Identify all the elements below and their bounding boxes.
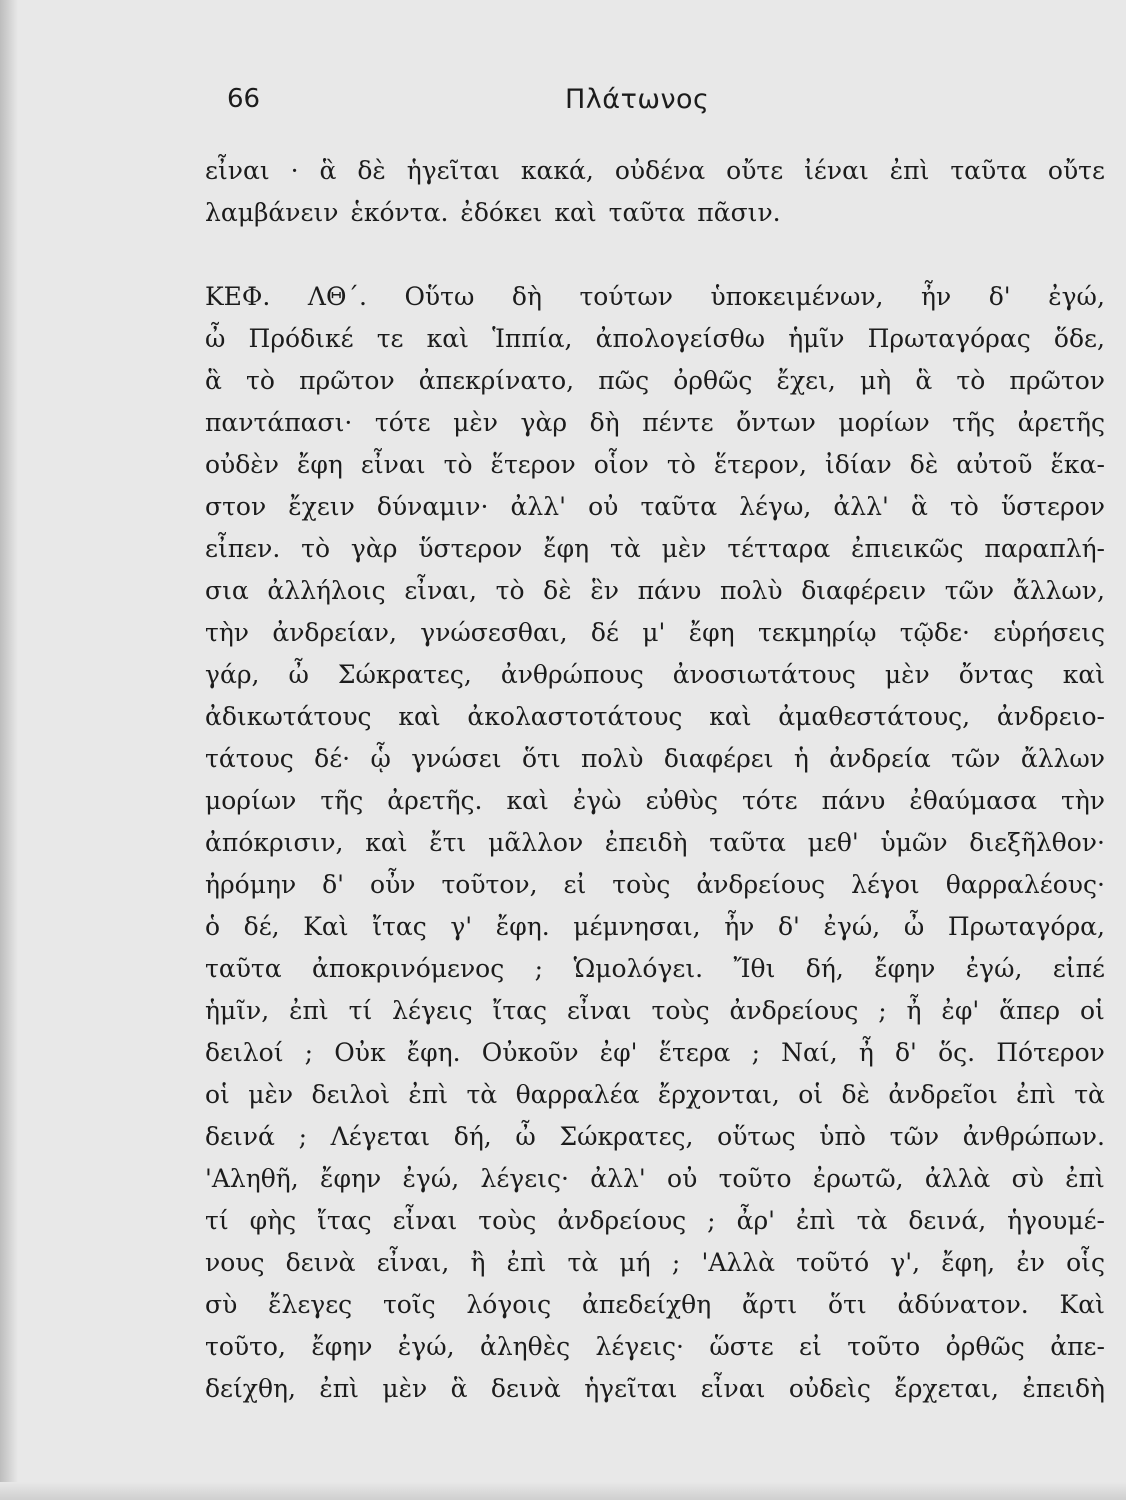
text-line: δείχθη, ἐπὶ μὲν ἃ δεινὰ ἡγεῖται εἶναι οὐδεὶς ἔρχεται, ἐπειδὴ xyxy=(205,1374,1105,1403)
text-line: εἶπεν. τὸ γὰρ ὕστερον ἔφη τὰ μὲν τέτταρα ἐπιεικῶς παραπλή- xyxy=(205,534,1105,563)
running-title: Πλάτωνος xyxy=(565,84,710,115)
text-line: στον ἔχειν δύναμιν· ἀλλ' οὐ ταῦτα λέγω, ἀλλ' ἃ τὸ ὕστερον xyxy=(205,492,1105,521)
text-line: παντάπασι· τότε μὲν γὰρ δὴ πέντε ὄντων μορίων τῆς ἀρετῆς xyxy=(205,408,1105,437)
text-line: ΚΕΦ. ΛΘ΄. Οὕτω δὴ τούτων ὑποκειμένων, ἦν δ' ἐγώ, xyxy=(205,282,1105,311)
paragraph-break xyxy=(205,234,1105,276)
page-number: 66 xyxy=(227,84,261,114)
text-line: γάρ, ὦ Σώκρατες, ἀνθρώπους ἀνοσιωτάτους μὲν ὄντας καὶ xyxy=(205,660,1105,689)
text-line: ἡμῖν, ἐπὶ τί λέγεις ἴτας εἶναι τοὺς ἀνδρείους ; ἦ ἐφ' ἅπερ οἱ xyxy=(205,996,1105,1025)
page-edge-shadow xyxy=(0,0,18,1500)
text-line: εἶναι · ἃ δὲ ἡγεῖται κακά, οὐδένα οὔτε ἰέναι ἐπὶ ταῦτα οὔτε xyxy=(205,156,1105,185)
text-line: οἱ μὲν δειλοὶ ἐπὶ τὰ θαρραλέα ἔρχονται, οἱ δὲ ἀνδρεῖοι ἐπὶ τὰ xyxy=(205,1080,1105,1109)
text-line: ταῦτα ἀποκρινόμενος ; Ὡμολόγει. Ἴθι δή, ἔφην ἐγώ, εἰπέ xyxy=(205,954,1105,983)
text-line: ὁ δέ, Καὶ ἴτας γ' ἔφη. μέμνησαι, ἦν δ' ἐγώ, ὦ Πρωταγόρα, xyxy=(205,912,1105,941)
text-line: τί φὴς ἴτας εἶναι τοὺς ἀνδρείους ; ἆρ' ἐπὶ τὰ δεινά, ἡγουμέ- xyxy=(205,1206,1105,1235)
text-line: ἠρόμην δ' οὖν τοῦτον, εἰ τοὺς ἀνδρείους λέγοι θαρραλέους· xyxy=(205,870,1105,899)
text-line: ἃ τὸ πρῶτον ἀπεκρίνατο, πῶς ὀρθῶς ἔχει, μὴ ἃ τὸ πρῶτον xyxy=(205,366,1105,395)
text-line: ὦ Πρόδικέ τε καὶ Ἱππία, ἀπολογείσθω ἡμῖν Πρωταγόρας ὅδε, xyxy=(205,324,1105,353)
text-line: νους δεινὰ εἶναι, ἢ ἐπὶ τὰ μή ; 'Αλλὰ τοῦτό γ', ἔφη, ἐν οἷς xyxy=(205,1248,1105,1277)
page-bottom-edge xyxy=(0,1482,1126,1500)
text-line: τοῦτο, ἔφην ἐγώ, ἀληθὲς λέγεις· ὥστε εἰ τοῦτο ὀρθῶς ἀπε- xyxy=(205,1332,1105,1361)
text-line: ἀπόκρισιν, καὶ ἔτι μᾶλλον ἐπειδὴ ταῦτα μεθ' ὑμῶν διεξῆλθον· xyxy=(205,828,1105,857)
body-text xyxy=(205,150,1105,1410)
text-line: τὴν ἀνδρείαν, γνώσεσθαι, δέ μ' ἔφη τεκμηρίῳ τῷδε· εὑρήσεις xyxy=(205,618,1105,647)
text-line: οὐδὲν ἔφη εἶναι τὸ ἕτερον οἷον τὸ ἕτερον, ἰδίαν δὲ αὐτοῦ ἕκα- xyxy=(205,450,1105,479)
text-line: μορίων τῆς ἀρετῆς. καὶ ἐγὼ εὐθὺς τότε πάνυ ἐθαύμασα τὴν xyxy=(205,786,1105,815)
text-line: λαμβάνειν ἑκόντα. ἐδόκει καὶ ταῦτα πᾶσιν. xyxy=(205,198,781,227)
text-line: τάτους δέ· ᾧ γνώσει ὅτι πολὺ διαφέρει ἡ ἀνδρεία τῶν ἄλλων xyxy=(205,744,1105,773)
text-line: δειλοί ; Οὐκ ἔφη. Οὐκοῦν ἐφ' ἕτερα ; Ναί, ἦ δ' ὅς. Πότερον xyxy=(205,1038,1105,1067)
text-line: δεινά ; Λέγεται δή, ὦ Σώκρατες, οὕτως ὑπὸ τῶν ἀνθρώπων. xyxy=(205,1122,1105,1151)
text-line: 'Αληθῆ, ἔφην ἐγώ, λέγεις· ἀλλ' οὐ τοῦτο ἐρωτῶ, ἀλλὰ σὺ ἐπὶ xyxy=(205,1164,1105,1193)
text-line: σια ἀλλήλοις εἶναι, τὸ δὲ ἓν πάνυ πολὺ διαφέρειν τῶν ἄλλων, xyxy=(205,576,1105,605)
running-head xyxy=(205,84,1105,124)
text-line: ἀδικωτάτους καὶ ἀκολαστοτάτους καὶ ἀμαθεστάτους, ἀνδρειο- xyxy=(205,702,1105,731)
text-line: σὺ ἔλεγες τοῖς λόγοις ἀπεδείχθη ἄρτι ὅτι ἀδύνατον. Καὶ xyxy=(205,1290,1105,1319)
